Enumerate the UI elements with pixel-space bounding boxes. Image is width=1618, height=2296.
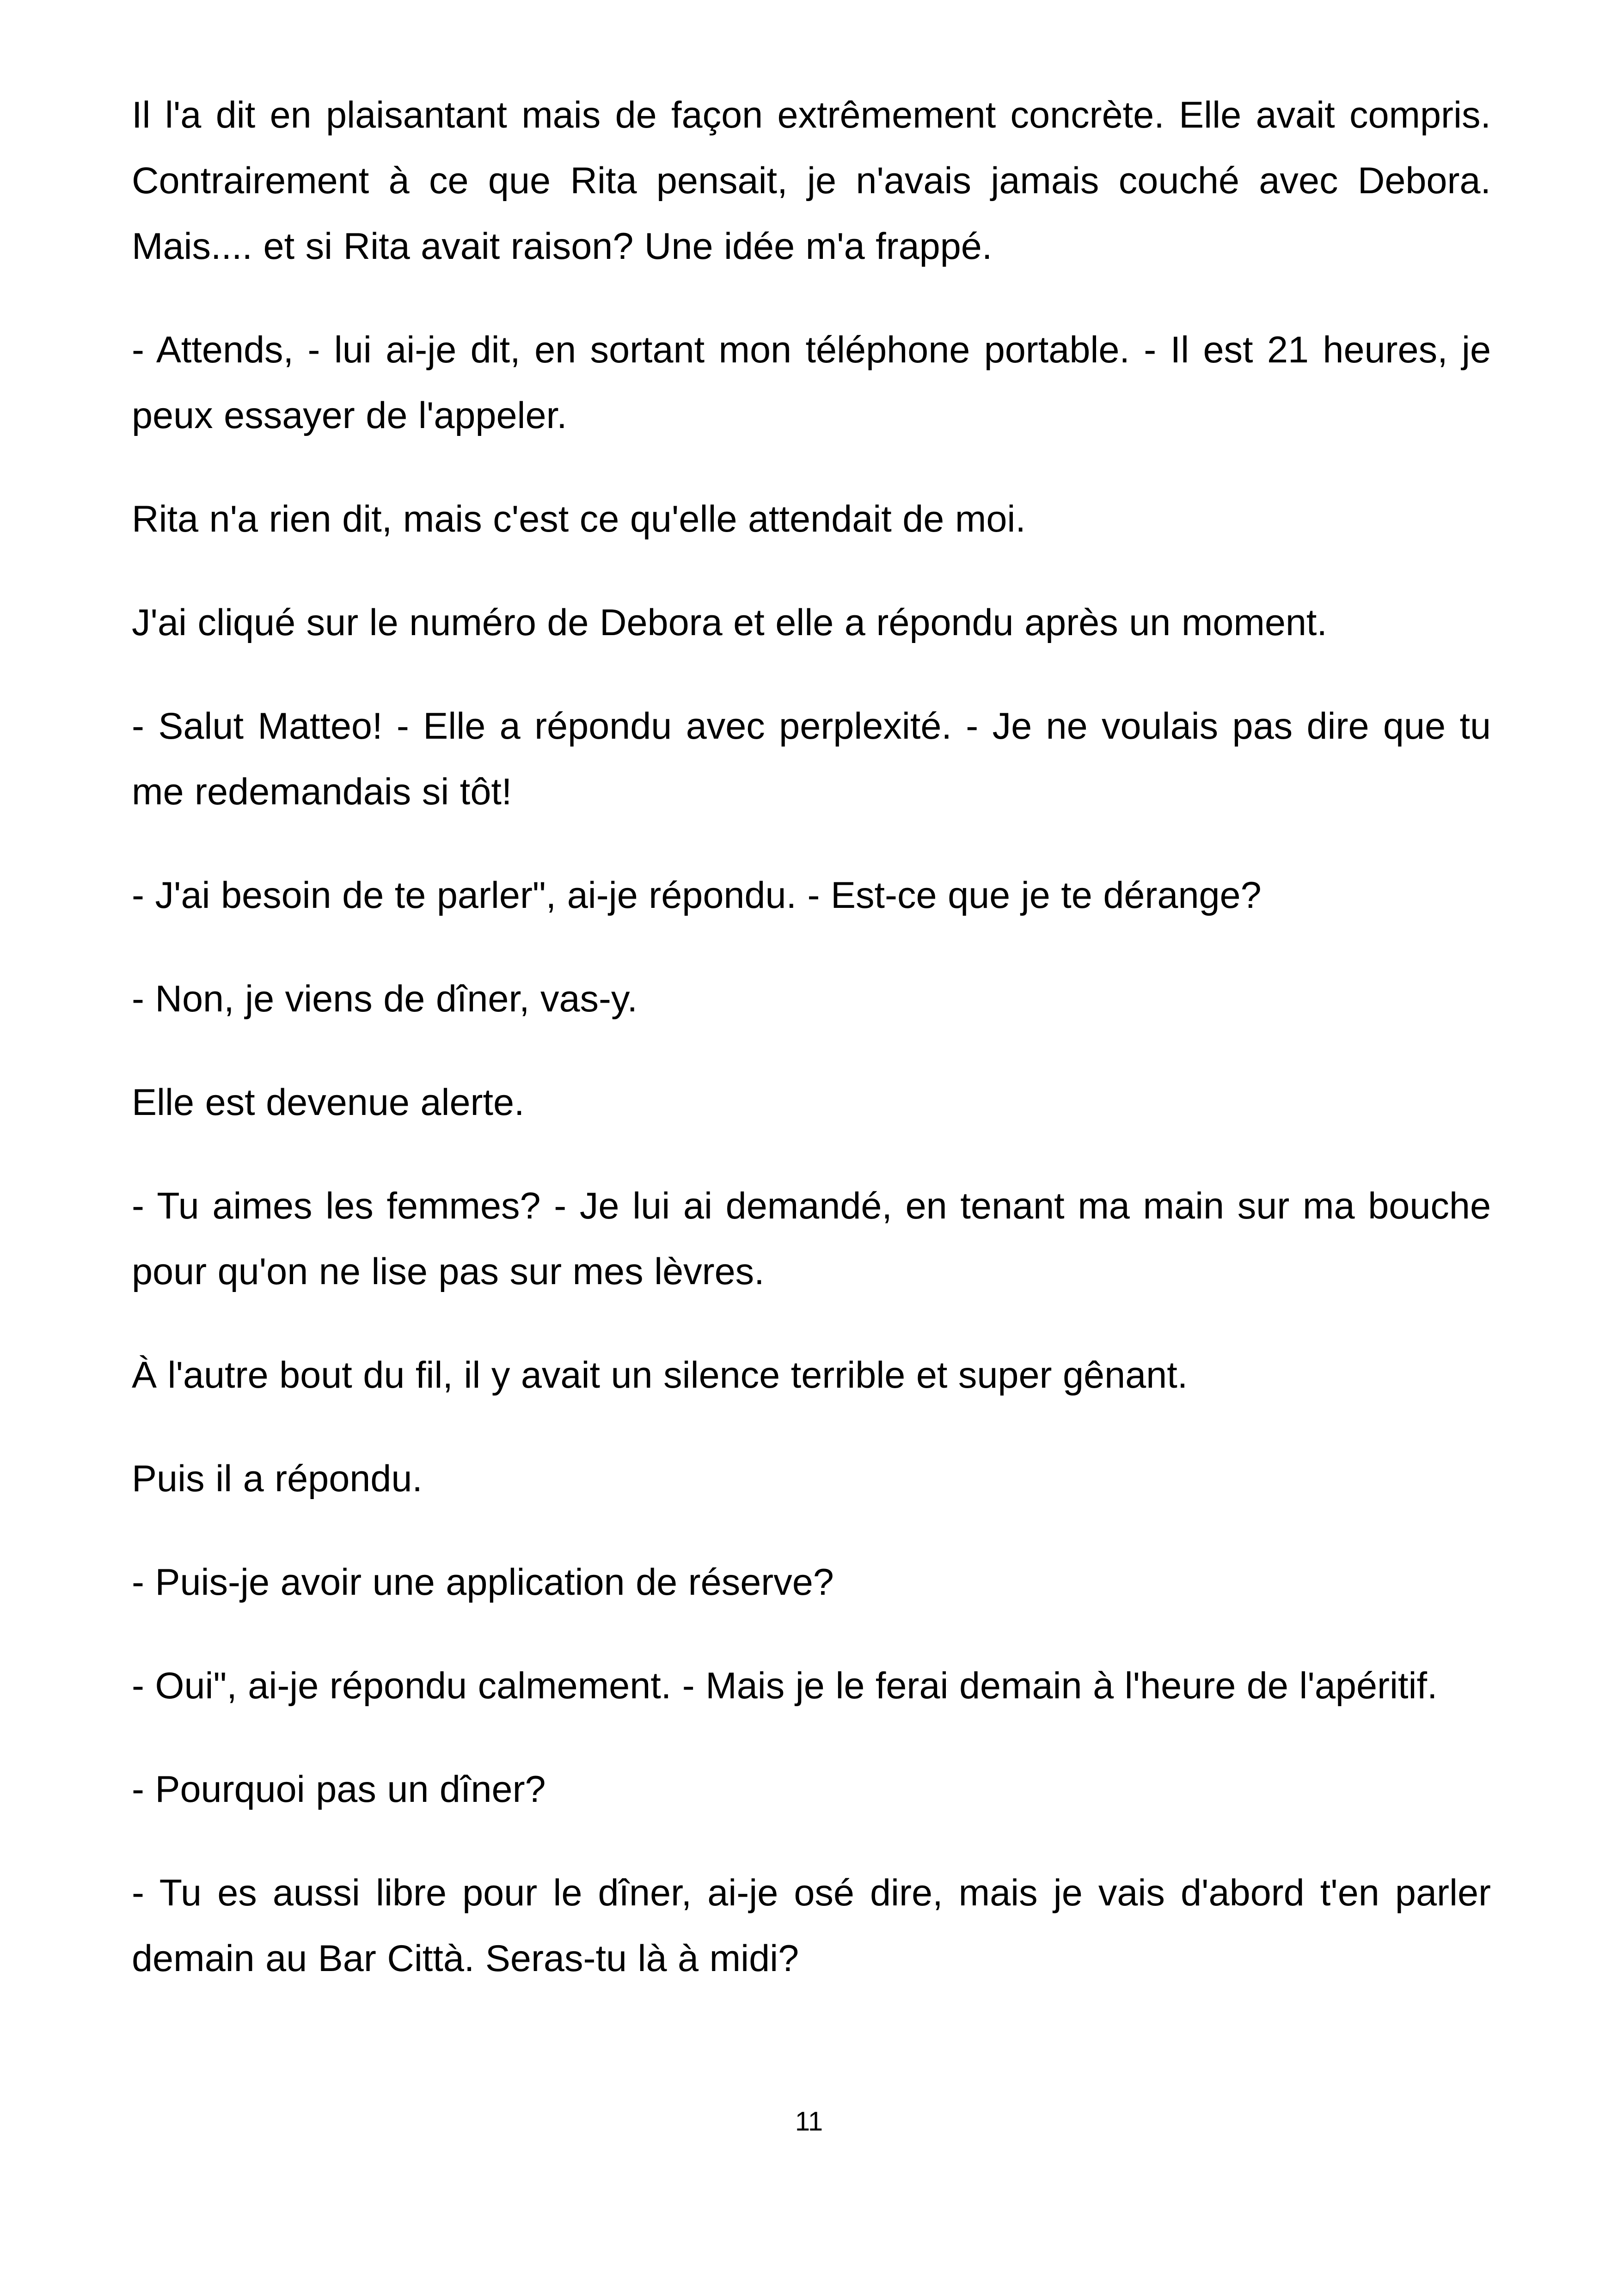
paragraph: - Tu aimes les femmes? - Je lui ai demandé, en tenant ma main sur ma bouche pour qu'on ne lise pas sur mes lèvres. — [132, 1185, 1491, 1292]
paragraph: À l'autre bout du fil, il y avait un silence terrible et super gênant. — [132, 1354, 1188, 1396]
page-number: 11 — [795, 2106, 823, 2137]
paragraph: J'ai cliqué sur le numéro de Debora et elle a répondu après un moment. — [132, 602, 1327, 643]
paragraph: - Salut Matteo! - Elle a répondu avec perplexité. - Je ne voulais pas dire que tu me redemandais si tôt! — [132, 705, 1491, 813]
paragraph: - Oui", ai-je répondu calmement. - Mais je le ferai demain à l'heure de l'apéritif. — [132, 1665, 1438, 1707]
paragraph: - Non, je viens de dîner, vas-y. — [132, 978, 638, 1020]
paragraph: - Puis-je avoir une application de réserve? — [132, 1561, 834, 1603]
paragraph: - J'ai besoin de te parler", ai-je répondu. - Est-ce que je te dérange? — [132, 875, 1262, 916]
paragraph: Il l'a dit en plaisantant mais de façon extrêmement concrète. Elle avait compris. Contrairement à ce que Rita pensait, je n'avais jamais couché avec Debora. Mais.... et si Rita avait raison? Une idée m'a frappé. — [132, 94, 1491, 267]
body-text — [132, 82, 1491, 2029]
paragraph: - Pourquoi pas un dîner? — [132, 1769, 546, 1810]
paragraph: Rita n'a rien dit, mais c'est ce qu'elle attendait de moi. — [132, 498, 1026, 540]
paragraph: - Tu es aussi libre pour le dîner, ai-je osé dire, mais je vais d'abord t'en parler demain au Bar Città. Seras-tu là à midi? — [132, 1872, 1491, 1979]
paragraph: - Attends, - lui ai-je dit, en sortant mon téléphone portable. - Il est 21 heures, je peux essayer de l'appeler. — [132, 329, 1491, 436]
paragraph: Puis il a répondu. — [132, 1458, 423, 1500]
paragraph: Elle est devenue alerte. — [132, 1082, 525, 1123]
